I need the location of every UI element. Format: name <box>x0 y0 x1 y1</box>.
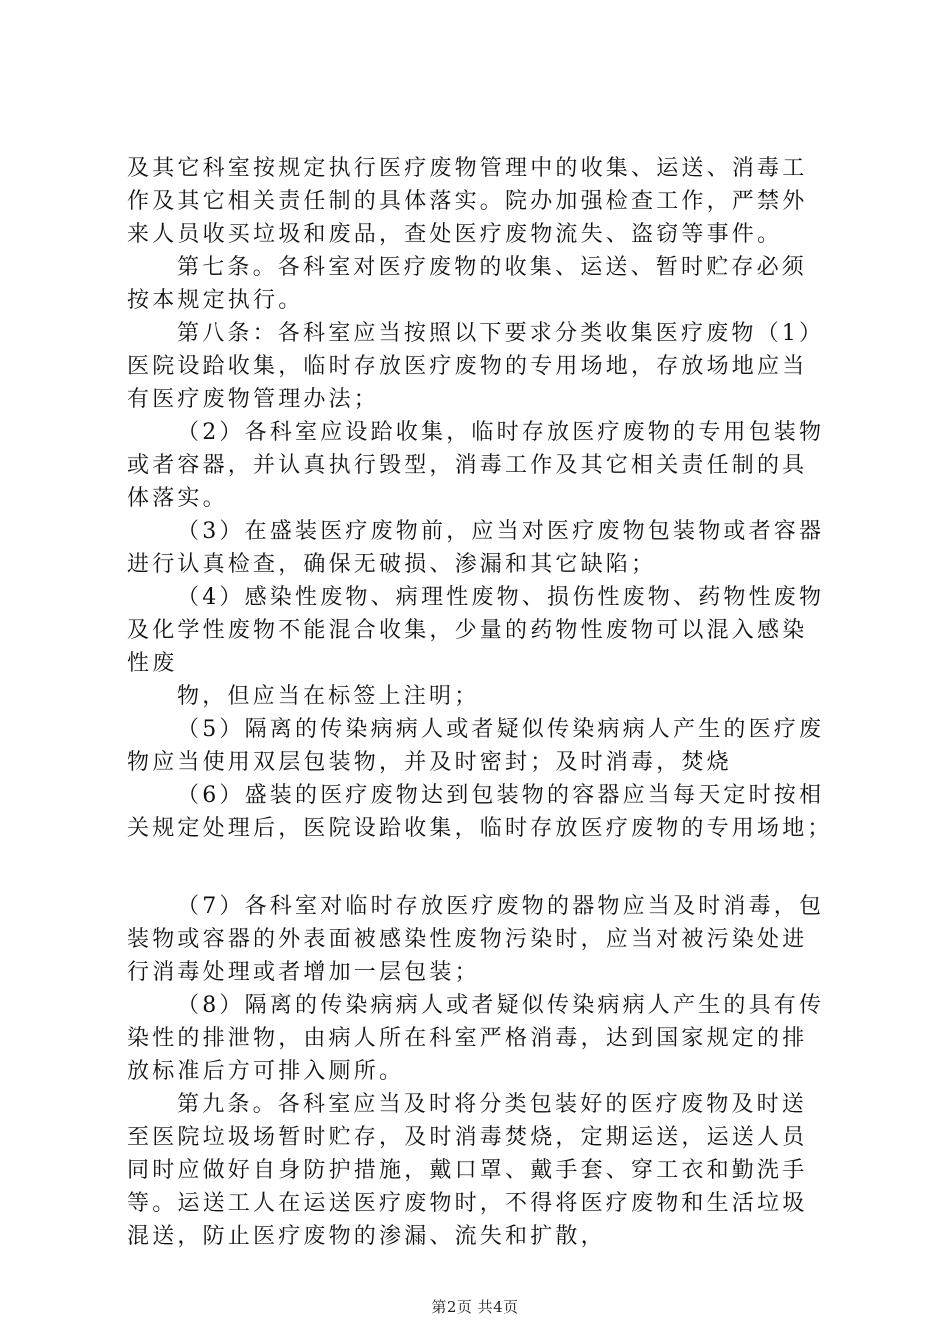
text-line: 关规定处理后，医院设跲收集，临时存放医疗废物的专用场地； <box>127 816 833 841</box>
text-line: （3）在盛装医疗废物前，应当对医疗废物包装物或者容器 <box>177 519 825 544</box>
text-line: 按本规定执行。 <box>127 288 304 313</box>
text-line: 放标准后方可排入厕所。 <box>127 1059 405 1084</box>
text-line: （4）感染性废物、病理性废物、损伤性废物、药物性废物 <box>177 585 825 610</box>
text-line: （5）隔离的传染病病人或者疑似传染病病人产生的医疗废 <box>177 717 825 742</box>
text-line: 或者容器，并认真执行毁型，消毒工作及其它相关责任制的具 <box>127 453 808 478</box>
text-line: 物，但应当在标签上注明； <box>177 684 480 709</box>
text-line: 装物或容器的外表面被感染性废物污染时，应当对被污染处进 <box>127 927 808 952</box>
text-line: 来人员收买垃圾和废品，查处医疗废物流失、盗窃等事件。 <box>127 222 783 247</box>
page-number-footer: 第2页 共4页 <box>431 1298 519 1316</box>
text-line: 性废 <box>127 651 178 676</box>
text-line: 及其它科室按规定执行医疗废物管理中的收集、运送、消毒工 <box>127 156 808 181</box>
text-line: 医院设跲收集，临时存放医疗废物的专用场地，存放场地应当 <box>127 354 808 379</box>
text-line: 第七条。各科室对医疗废物的收集、运送、暂时贮存必须 <box>177 255 808 280</box>
text-line: 作及其它相关责任制的具体落实。院办加强检查工作，严禁外 <box>127 189 808 214</box>
document-body <box>127 152 839 1253</box>
text-line: （6）盛装的医疗废物达到包装物的容器应当每天定时按相 <box>177 783 825 808</box>
text-line: 行消毒处理或者增加一层包装； <box>127 960 480 985</box>
text-line: 混送，防止医疗废物的渗漏、流失和扩散， <box>127 1224 606 1249</box>
text-line: （2）各科室应设跲收集，临时存放医疗废物的专用包装物 <box>177 420 825 445</box>
text-line: 等。运送工人在运送医疗废物时，不得将医疗废物和生活垃圾 <box>127 1191 808 1216</box>
text-line: 及化学性废物不能混合收集，少量的药物性废物可以混入感染 <box>127 618 808 643</box>
text-line: 染性的排泄物，由病人所在科室严格消毒，达到国家规定的排 <box>127 1026 808 1051</box>
text-line: 第九条。各科室应当及时将分类包装好的医疗废物及时送 <box>177 1092 808 1117</box>
text-line: 第八条：各科室应当按照以下要求分类收集医疗废物（1） <box>177 321 825 346</box>
text-line: 进行认真检查，确保无破损、渗漏和其它缺陷； <box>127 552 657 577</box>
text-line: 物应当使用双层包装物，并及时密封；及时消毒，焚烧 <box>127 750 732 775</box>
text-line: 同时应做好自身防护措施，戴口罩、戴手套、穿工衣和勤洗手 <box>127 1158 808 1183</box>
paragraph-gap <box>127 845 839 890</box>
text-line: 体落实。 <box>127 486 228 511</box>
text-line: 有医疗废物管理办法； <box>127 387 380 412</box>
text-line: （7）各科室对临时存放医疗废物的器物应当及时消毒，包 <box>177 894 825 919</box>
text-line: 至医院垃圾场暂时贮存，及时消毒焚烧，定期运送，运送人员 <box>127 1125 808 1150</box>
text-line: （8）隔离的传染病病人或者疑似传染病病人产生的具有传 <box>177 993 825 1018</box>
